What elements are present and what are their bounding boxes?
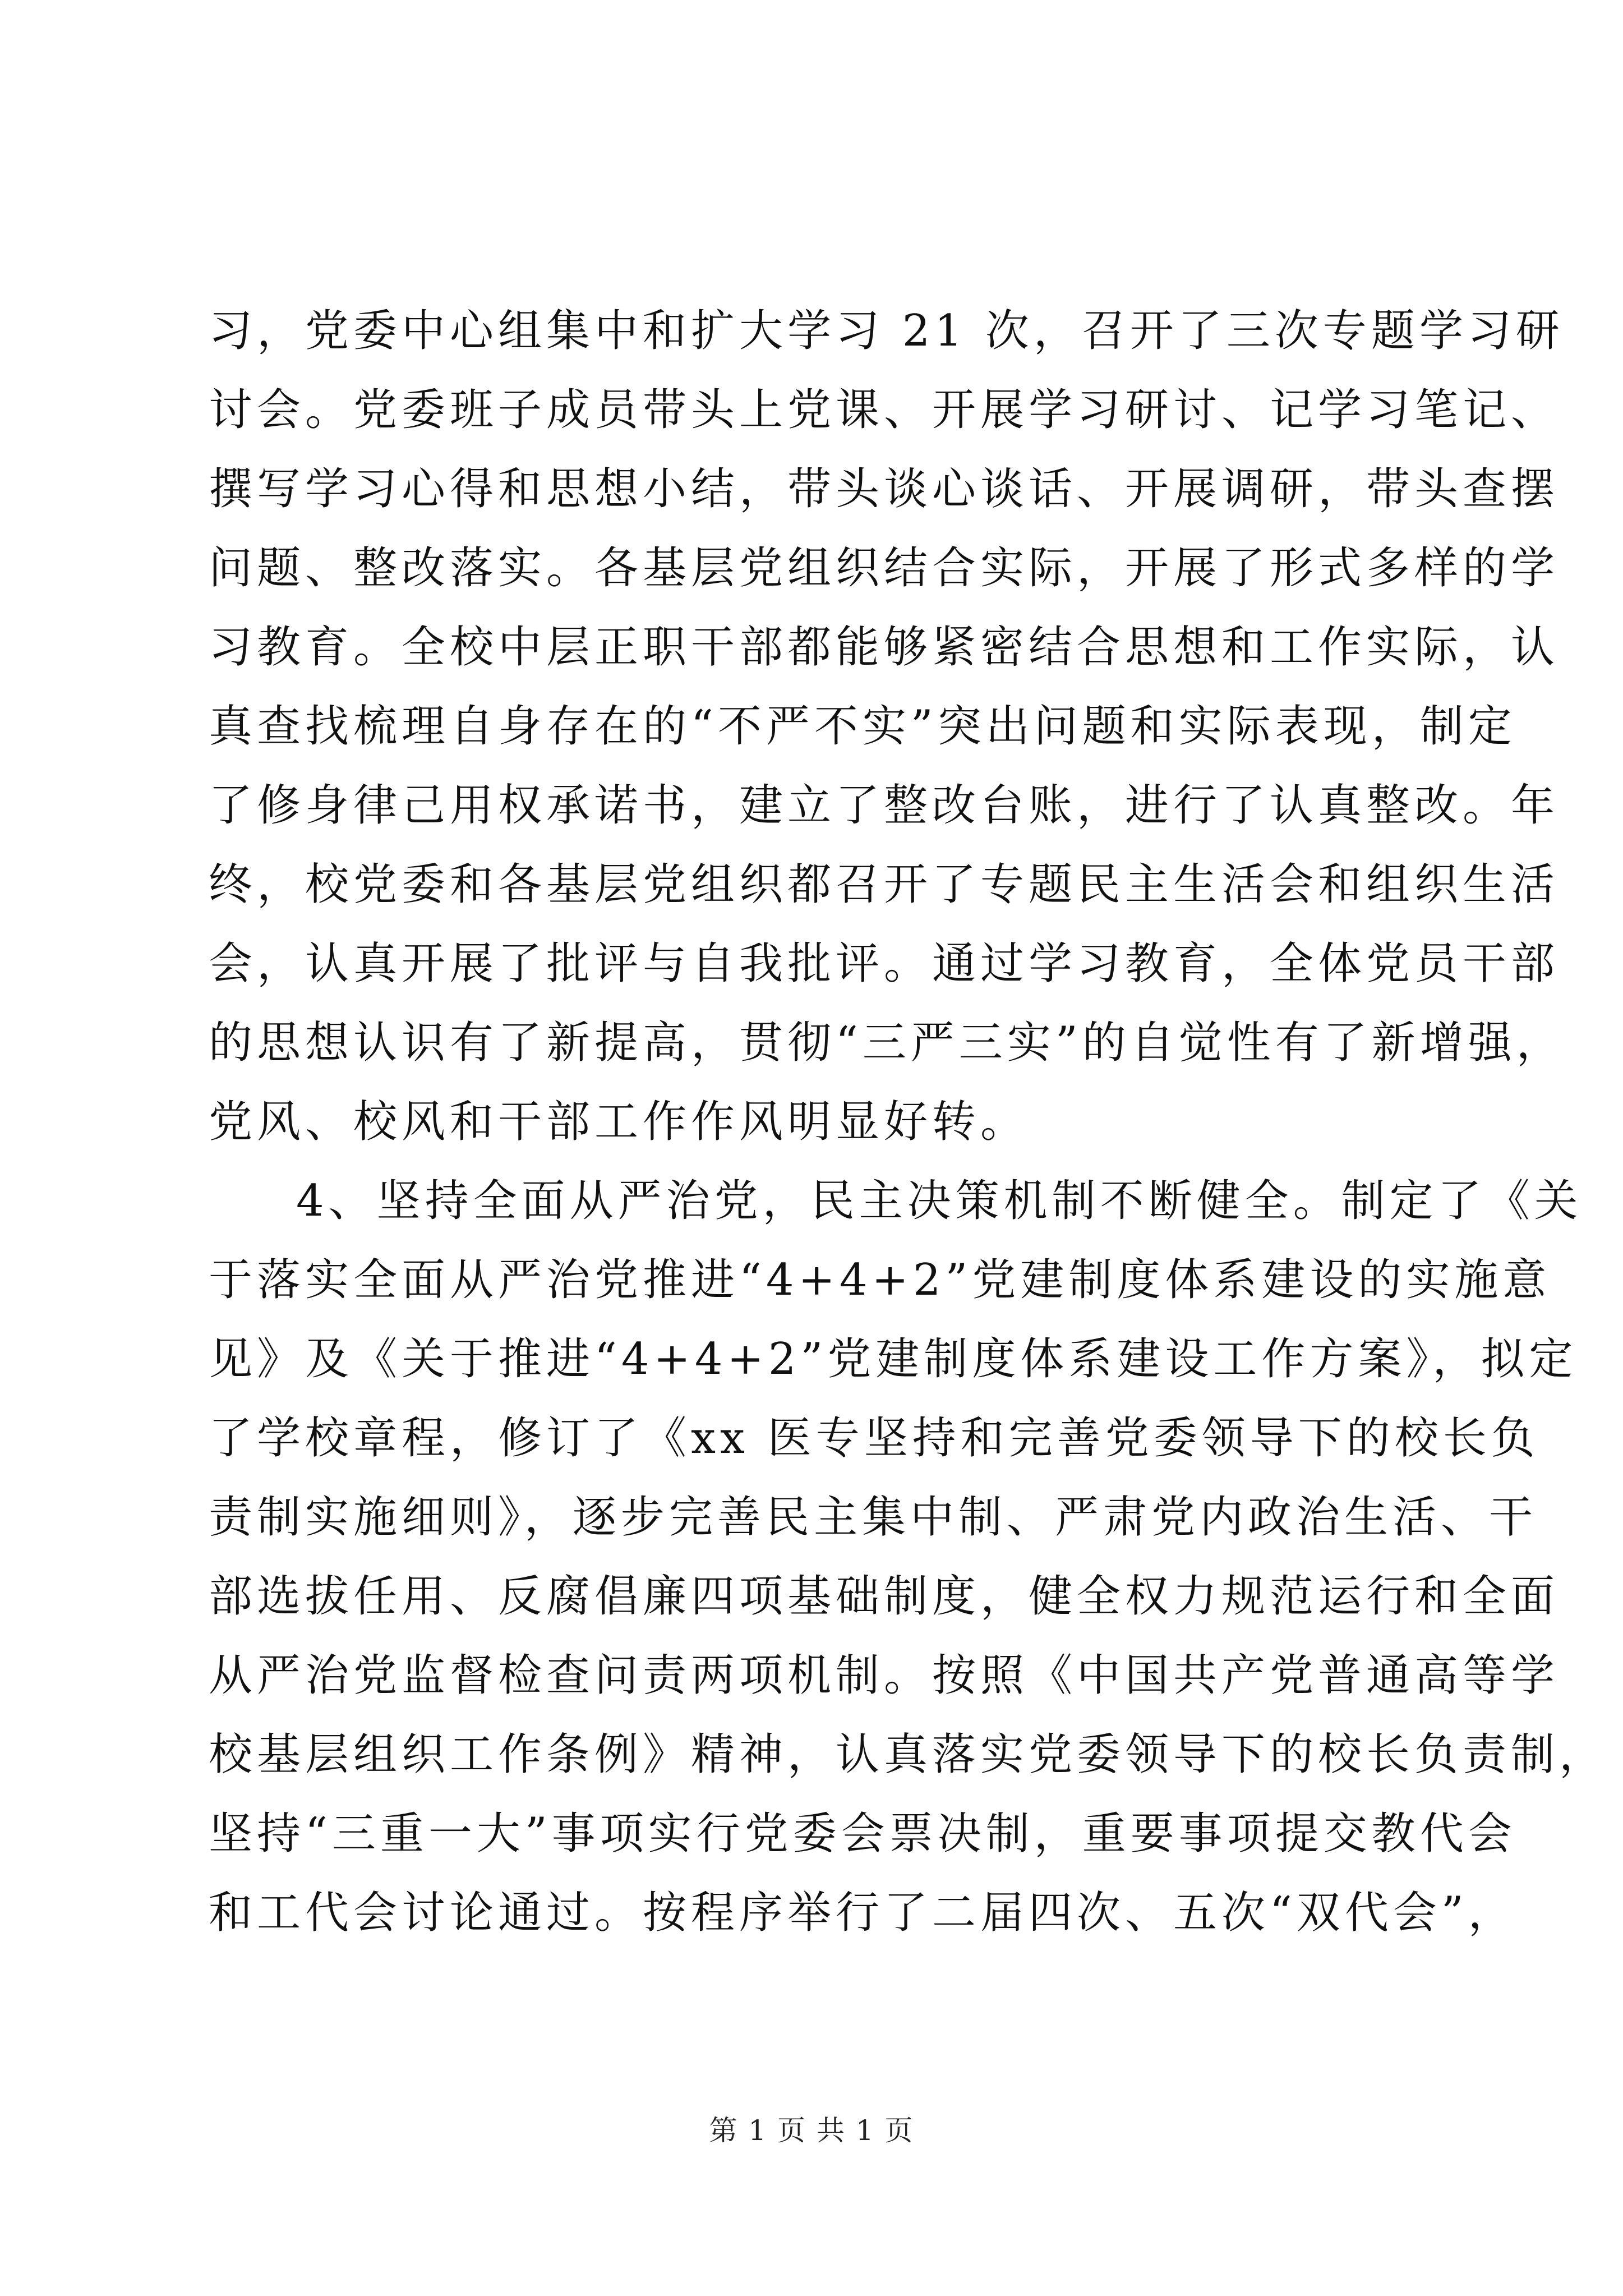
text-line: 撰写学习心得和思想小结，带头谈心谈话、开展调研，带头查摆 <box>209 464 1560 514</box>
text-line: 责制实施细则》，逐步完善民主集中制、严肃党内政治生活、干 <box>209 1492 1538 1543</box>
text-line: 会，认真开展了批评与自我批评。通过学习教育，全体党员干部 <box>209 938 1560 989</box>
text-line: 见》及《关于推进“4+4+2”党建制度体系建设工作方案》，拟定 <box>209 1334 1578 1384</box>
text-line: 于落实全面从严治党推进“4+4+2”党建制度体系建设的实施意 <box>209 1255 1551 1305</box>
body-text <box>209 292 1608 1953</box>
text-line: 校基层组织工作条例》精神，认真落实党委领导下的校长负责制， <box>209 1729 1608 1780</box>
text-line: 终，校党委和各基层党组织都召开了专题民主生活会和组织生活 <box>209 859 1560 910</box>
text-line: 真查找梳理自身存在的“不严不实”突出问题和实际表现，制定 <box>209 701 1516 752</box>
text-line: 坚持“三重一大”事项实行党委会票决制，重要事项提交教代会 <box>209 1809 1516 1859</box>
text-line: 了修身律己用权承诺书，建立了整改台账，进行了认真整改。年 <box>209 780 1560 831</box>
text-line: 习教育。全校中层正职干部都能够紧密结合思想和工作实际，认 <box>209 622 1560 673</box>
page-number-footer: 第 1 页 共 1 页 <box>709 2114 914 2147</box>
text-line: 和工代会讨论通过。按程序举行了二届四次、五次“双代会”， <box>209 1888 1516 1938</box>
text-line: 部选拔任用、反腐倡廉四项基础制度，健全权力规范运行和全面 <box>209 1571 1560 1622</box>
text-line: 讨会。党委班子成员带头上党课、开展学习研讨、记学习笔记、 <box>209 385 1560 435</box>
text-line: 习，党委中心组集中和扩大学习 21 次，召开了三次专题学习研 <box>209 306 1564 356</box>
text-line: 的思想认识有了新提高，贯彻“三严三实”的自觉性有了新增强， <box>209 1018 1565 1068</box>
text-line: 党风、校风和干部工作作风明显好转。 <box>209 1097 1029 1147</box>
text-line: 问题、整改落实。各基层党组织结合实际，开展了形式多样的学 <box>209 543 1560 593</box>
text-line: 从严治党监督检查问责两项机制。按照《中国共产党普通高等学 <box>209 1650 1560 1701</box>
text-line: 了学校章程，修订了《xx 医专坚持和完善党委领导下的校长负 <box>209 1413 1539 1464</box>
paragraph-start-line: 4、坚持全面从严治党，民主决策机制不断健全。制定了《关 <box>296 1176 1583 1226</box>
